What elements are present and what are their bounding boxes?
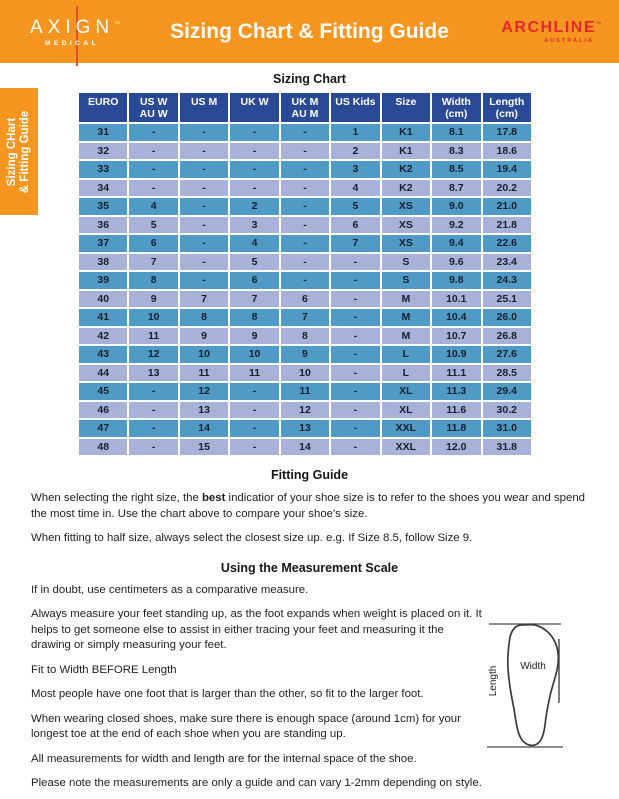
fitting-guide-section xyxy=(0,468,619,547)
table-cell: 5 xyxy=(331,198,379,215)
table-cell: 12.0 xyxy=(432,439,480,456)
table-cell: 4 xyxy=(331,180,379,197)
table-cell: 45 xyxy=(79,383,127,400)
table-cell: - xyxy=(281,161,329,178)
table-cell: 9.6 xyxy=(432,254,480,271)
table-cell: 6 xyxy=(129,235,177,252)
table-row xyxy=(79,180,531,197)
table-cell: 48 xyxy=(79,439,127,456)
table-cell: - xyxy=(281,272,329,289)
table-cell: 5 xyxy=(230,254,278,271)
table-row xyxy=(79,198,531,215)
table-cell: - xyxy=(230,439,278,456)
measurement-paragraph: Fit to Width BEFORE Length xyxy=(31,663,177,676)
table-cell: - xyxy=(331,309,379,326)
table-cell: 44 xyxy=(79,365,127,382)
table-cell: 7 xyxy=(281,309,329,326)
table-cell: 22.6 xyxy=(483,235,532,252)
table-cell: K2 xyxy=(382,180,430,197)
table-cell: K1 xyxy=(382,143,430,160)
table-cell: - xyxy=(230,124,278,141)
table-cell: 18.6 xyxy=(483,143,532,160)
measurement-paragraph: Most people have one foot that is larger than the other, so fit to the larger foot. xyxy=(31,688,424,700)
table-row xyxy=(79,217,531,234)
table-cell: 8 xyxy=(230,309,278,326)
table-cell: 3 xyxy=(331,161,379,178)
table-row xyxy=(79,254,531,271)
measurement-paragraph: When wearing closed shoes, make sure there is enough space (around 1cm) for your longest toe at the end of each shoe when you are standing up. xyxy=(31,712,461,740)
table-cell: - xyxy=(129,180,177,197)
table-cell: 8.5 xyxy=(432,161,480,178)
table-cell: 10.7 xyxy=(432,328,480,345)
side-tab-line1: Sizing CHart xyxy=(6,117,18,186)
table-cell: 9.4 xyxy=(432,235,480,252)
table-cell: 5 xyxy=(129,217,177,234)
table-cell: M xyxy=(382,291,430,308)
table-cell: 4 xyxy=(129,198,177,215)
table-cell: 20.2 xyxy=(483,180,532,197)
table-cell: XL xyxy=(382,402,430,419)
table-cell: S xyxy=(382,272,430,289)
table-cell: 31 xyxy=(79,124,127,141)
table-cell: 8 xyxy=(180,309,228,326)
table-cell: 11.3 xyxy=(432,383,480,400)
table-row xyxy=(79,420,531,437)
table-cell: 12 xyxy=(180,383,228,400)
table-cell: - xyxy=(230,420,278,437)
table-cell: 10.1 xyxy=(432,291,480,308)
table-cell: XXL xyxy=(382,420,430,437)
table-cell: - xyxy=(331,365,379,382)
table-cell: 26.0 xyxy=(483,309,532,326)
table-cell: - xyxy=(281,217,329,234)
table-cell: 8.3 xyxy=(432,143,480,160)
table-cell: 10 xyxy=(281,365,329,382)
table-cell: 7 xyxy=(331,235,379,252)
table-cell: - xyxy=(129,143,177,160)
table-cell: 26.8 xyxy=(483,328,532,345)
table-cell: 6 xyxy=(281,291,329,308)
table-cell: - xyxy=(180,143,228,160)
archline-australia-text: AUSTRALIA xyxy=(544,38,594,45)
table-cell: 11.1 xyxy=(432,365,480,382)
archline-wordmark-row xyxy=(501,20,603,36)
table-cell: 11 xyxy=(129,328,177,345)
table-cell: 29.4 xyxy=(483,383,532,400)
table-cell: 9.8 xyxy=(432,272,480,289)
foot-outline xyxy=(508,625,559,746)
table-cell: - xyxy=(230,402,278,419)
table-cell: - xyxy=(180,254,228,271)
table-cell: 14 xyxy=(180,420,228,437)
table-cell: - xyxy=(129,161,177,178)
table-cell: 13 xyxy=(180,402,228,419)
table-cell: 42 xyxy=(79,328,127,345)
side-tab-line2: & Fitting Guide xyxy=(19,110,31,193)
table-cell: 15 xyxy=(180,439,228,456)
table-cell: 32 xyxy=(79,143,127,160)
table-cell: 6 xyxy=(331,217,379,234)
sizing-table xyxy=(77,91,533,457)
side-tab-label xyxy=(6,110,32,192)
table-cell: 11.8 xyxy=(432,420,480,437)
table-cell: 9 xyxy=(129,291,177,308)
table-cell: 7 xyxy=(180,291,228,308)
column-header: UK W xyxy=(230,93,278,122)
header-banner xyxy=(0,0,619,63)
column-header: US M xyxy=(180,93,228,122)
table-cell: - xyxy=(180,161,228,178)
table-cell: L xyxy=(382,346,430,363)
table-row xyxy=(79,235,531,252)
foot-outline-drawing xyxy=(482,611,570,753)
table-cell: 2 xyxy=(230,198,278,215)
archline-wordmark: ARCHLINE xyxy=(501,19,596,37)
measurement-paragraph: All measurements for width and length are for the internal space of the shoe. xyxy=(31,752,417,765)
table-cell: - xyxy=(331,328,379,345)
table-cell: XS xyxy=(382,217,430,234)
axign-medical-logo xyxy=(30,16,121,48)
column-header: UK M AU M xyxy=(281,93,329,122)
table-cell: 8.7 xyxy=(432,180,480,197)
table-cell: 25.1 xyxy=(483,291,532,308)
table-cell: 11 xyxy=(180,365,228,382)
table-cell: 11 xyxy=(230,365,278,382)
column-header: US W AU W xyxy=(129,93,177,122)
table-row xyxy=(79,124,531,141)
table-cell: 12 xyxy=(281,402,329,419)
table-cell: 10 xyxy=(129,309,177,326)
table-cell: 4 xyxy=(230,235,278,252)
table-cell: 46 xyxy=(79,402,127,419)
table-cell: - xyxy=(281,198,329,215)
archline-tm: ™ xyxy=(596,21,603,28)
table-cell: 1 xyxy=(331,124,379,141)
table-cell: 12 xyxy=(129,346,177,363)
table-cell: 39 xyxy=(79,272,127,289)
table-cell: 19.4 xyxy=(483,161,532,178)
table-cell: - xyxy=(331,254,379,271)
table-cell: 7 xyxy=(129,254,177,271)
table-cell: 34 xyxy=(79,180,127,197)
measurement-paragraph: Always measure your feet standing up, as the foot expands when weight is placed on it. It helps to get someone else to assist in either tracing your feet and measuring it the drawing or simply measuring your feet. xyxy=(31,608,482,651)
sizing-table-body xyxy=(79,124,531,455)
column-header: Length (cm) xyxy=(483,93,532,122)
measurement-scale-heading: Using the Measurement Scale xyxy=(220,560,399,575)
table-cell: - xyxy=(331,402,379,419)
table-cell: - xyxy=(230,383,278,400)
column-header: US Kids xyxy=(331,93,379,122)
table-cell: 35 xyxy=(79,198,127,215)
table-row xyxy=(79,328,531,345)
sizing-chart-heading: Sizing Chart xyxy=(273,72,346,86)
table-cell: - xyxy=(331,291,379,308)
fitting-guide-paragraph-1 xyxy=(31,491,598,522)
table-cell: 9.2 xyxy=(432,217,480,234)
table-cell: 10.9 xyxy=(432,346,480,363)
table-cell: 11.6 xyxy=(432,402,480,419)
table-cell: 2 xyxy=(331,143,379,160)
table-cell: - xyxy=(180,124,228,141)
table-row xyxy=(79,272,531,289)
table-cell: 10 xyxy=(230,346,278,363)
table-cell: - xyxy=(180,180,228,197)
table-cell: 47 xyxy=(79,420,127,437)
table-cell: - xyxy=(129,124,177,141)
table-cell: K1 xyxy=(382,124,430,141)
axign-logo-text xyxy=(30,16,121,38)
table-cell: 10.4 xyxy=(432,309,480,326)
table-cell: K2 xyxy=(382,161,430,178)
table-cell: - xyxy=(331,439,379,456)
table-cell: - xyxy=(230,180,278,197)
table-cell: 38 xyxy=(79,254,127,271)
table-row xyxy=(79,143,531,160)
table-cell: 10 xyxy=(180,346,228,363)
table-cell: - xyxy=(180,198,228,215)
table-cell: 3 xyxy=(230,217,278,234)
table-cell: 17.8 xyxy=(483,124,532,141)
length-label: Length xyxy=(488,665,499,697)
table-cell: - xyxy=(180,235,228,252)
table-row xyxy=(79,365,531,382)
archline-logo xyxy=(501,20,603,45)
table-cell: M xyxy=(382,309,430,326)
table-cell: 24.3 xyxy=(483,272,532,289)
table-cell: - xyxy=(230,143,278,160)
table-cell: 13 xyxy=(129,365,177,382)
measurement-paragraph: If in doubt, use centimeters as a comparative measure. xyxy=(31,583,309,596)
table-cell: 41 xyxy=(79,309,127,326)
table-row xyxy=(79,291,531,308)
axign-wordmark: AXIGN xyxy=(30,16,115,38)
column-header: EURO xyxy=(79,93,127,122)
table-cell: 9.0 xyxy=(432,198,480,215)
table-cell: XXL xyxy=(382,439,430,456)
table-cell: - xyxy=(129,402,177,419)
fitting-guide-paragraph-2: When fitting to half size, always select the closest size up. e.g. If Size 8.5, follow Size 9. xyxy=(31,532,473,544)
table-cell: 11 xyxy=(281,383,329,400)
table-cell: 27.6 xyxy=(483,346,532,363)
table-cell: - xyxy=(331,420,379,437)
table-cell: 23.4 xyxy=(483,254,532,271)
fitting-guide-p1-bold: best xyxy=(201,492,226,504)
table-cell: - xyxy=(281,143,329,160)
table-cell: - xyxy=(281,235,329,252)
table-cell: 8 xyxy=(129,272,177,289)
table-cell: 21.8 xyxy=(483,217,532,234)
table-cell: - xyxy=(129,439,177,456)
column-header: Size xyxy=(382,93,430,122)
table-row xyxy=(79,439,531,456)
table-cell: XS xyxy=(382,235,430,252)
table-cell: 31.0 xyxy=(483,420,532,437)
width-label: Width xyxy=(520,661,546,672)
fitting-guide-p1-after: indicatior of your shoe size is to refer to the shoes you wear and spend the most time in. Use the chart above to compare your shoe's size. xyxy=(31,492,586,520)
table-cell: - xyxy=(230,161,278,178)
table-cell: 9 xyxy=(281,346,329,363)
table-cell: 8.1 xyxy=(432,124,480,141)
table-cell: - xyxy=(129,383,177,400)
table-row xyxy=(79,309,531,326)
table-cell: - xyxy=(129,420,177,437)
table-cell: 36 xyxy=(79,217,127,234)
table-row xyxy=(79,346,531,363)
table-cell: - xyxy=(281,180,329,197)
table-cell: 30.2 xyxy=(483,402,532,419)
table-row xyxy=(79,402,531,419)
table-cell: 8 xyxy=(281,328,329,345)
table-cell: - xyxy=(180,217,228,234)
sizing-table-head-row xyxy=(79,93,531,122)
table-cell: 6 xyxy=(230,272,278,289)
table-cell: - xyxy=(180,272,228,289)
table-cell: M xyxy=(382,328,430,345)
fitting-guide-p1-before: When selecting the right size, the xyxy=(31,492,202,504)
table-cell: S xyxy=(382,254,430,271)
table-cell: 7 xyxy=(230,291,278,308)
table-cell: 31.8 xyxy=(483,439,532,456)
table-cell: - xyxy=(331,383,379,400)
table-cell: - xyxy=(331,346,379,363)
table-cell: 43 xyxy=(79,346,127,363)
table-row xyxy=(79,161,531,178)
column-header: Width (cm) xyxy=(432,93,480,122)
table-cell: XS xyxy=(382,198,430,215)
table-cell: 14 xyxy=(281,439,329,456)
table-cell: - xyxy=(331,272,379,289)
table-cell: 40 xyxy=(79,291,127,308)
table-cell: 33 xyxy=(79,161,127,178)
table-cell: 28.5 xyxy=(483,365,532,382)
side-tab xyxy=(0,88,38,215)
table-cell: 13 xyxy=(281,420,329,437)
table-cell: 9 xyxy=(230,328,278,345)
table-cell: L xyxy=(382,365,430,382)
table-cell: 9 xyxy=(180,328,228,345)
table-cell: XL xyxy=(382,383,430,400)
table-cell: - xyxy=(281,254,329,271)
table-cell: 21.0 xyxy=(483,198,532,215)
measurement-paragraph: Please note the measurements are only a guide and can vary 1-2mm depending on style. xyxy=(31,777,482,789)
fitting-guide-heading: Fitting Guide xyxy=(270,468,349,482)
axign-medical-text: MEDICAL xyxy=(44,39,100,47)
sizing-table-head xyxy=(79,93,531,122)
table-cell: 37 xyxy=(79,235,127,252)
page-title: Sizing Chart & Fitting Guide xyxy=(170,19,449,43)
foot-measurement-diagram xyxy=(482,611,570,753)
axign-tm: ™ xyxy=(114,21,121,28)
table-cell: - xyxy=(281,124,329,141)
table-row xyxy=(79,383,531,400)
